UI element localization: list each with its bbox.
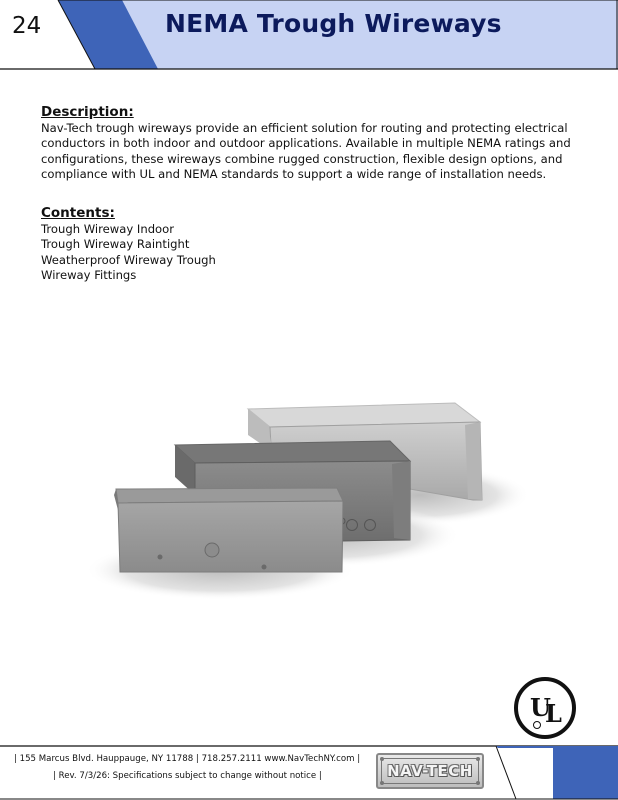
description-section (41, 104, 581, 183)
contents-section (41, 205, 216, 284)
svg-text:U: U (530, 693, 551, 722)
svg-text:L: L (545, 699, 562, 728)
page-footer (0, 745, 618, 800)
footer-address: | 155 Marcus Blvd. Hauppauge, NY 11788 | 718.257.2111 www.NavTechNY.com | (14, 754, 361, 764)
contents-heading: Contents: (41, 205, 115, 221)
description-text: Nav-Tech trough wireways provide an efficient solution for routing and protecting electrical conductors in both indoor and outdoor applications. Available in multiple NEMA ratings and configurations, these wireways combine rugged construction, flexible design options, and compliance with UL and NEMA standards to support a wide range of installation needs. (41, 121, 571, 182)
contents-item: Trough Wireway Raintight (41, 237, 190, 252)
page-number: 24 (12, 13, 42, 39)
wireway-product-image (80, 395, 530, 605)
contents-item: Weatherproof Wireway Trough (41, 252, 216, 267)
ul-certification-icon (513, 676, 577, 740)
page-header (0, 0, 618, 70)
contents-list (41, 222, 216, 284)
logo-text: NAV-TECH (381, 758, 479, 784)
description-heading: Description: (41, 104, 134, 120)
nav-tech-logo (376, 753, 484, 789)
contents-item: Trough Wireway Indoor (41, 222, 175, 236)
footer-revision: | Rev. 7/3/26: Specifications subject to change without notice | (53, 771, 322, 781)
page-title: NEMA Trough Wireways (165, 9, 502, 38)
contents-item: Wireway Fittings (41, 268, 137, 283)
